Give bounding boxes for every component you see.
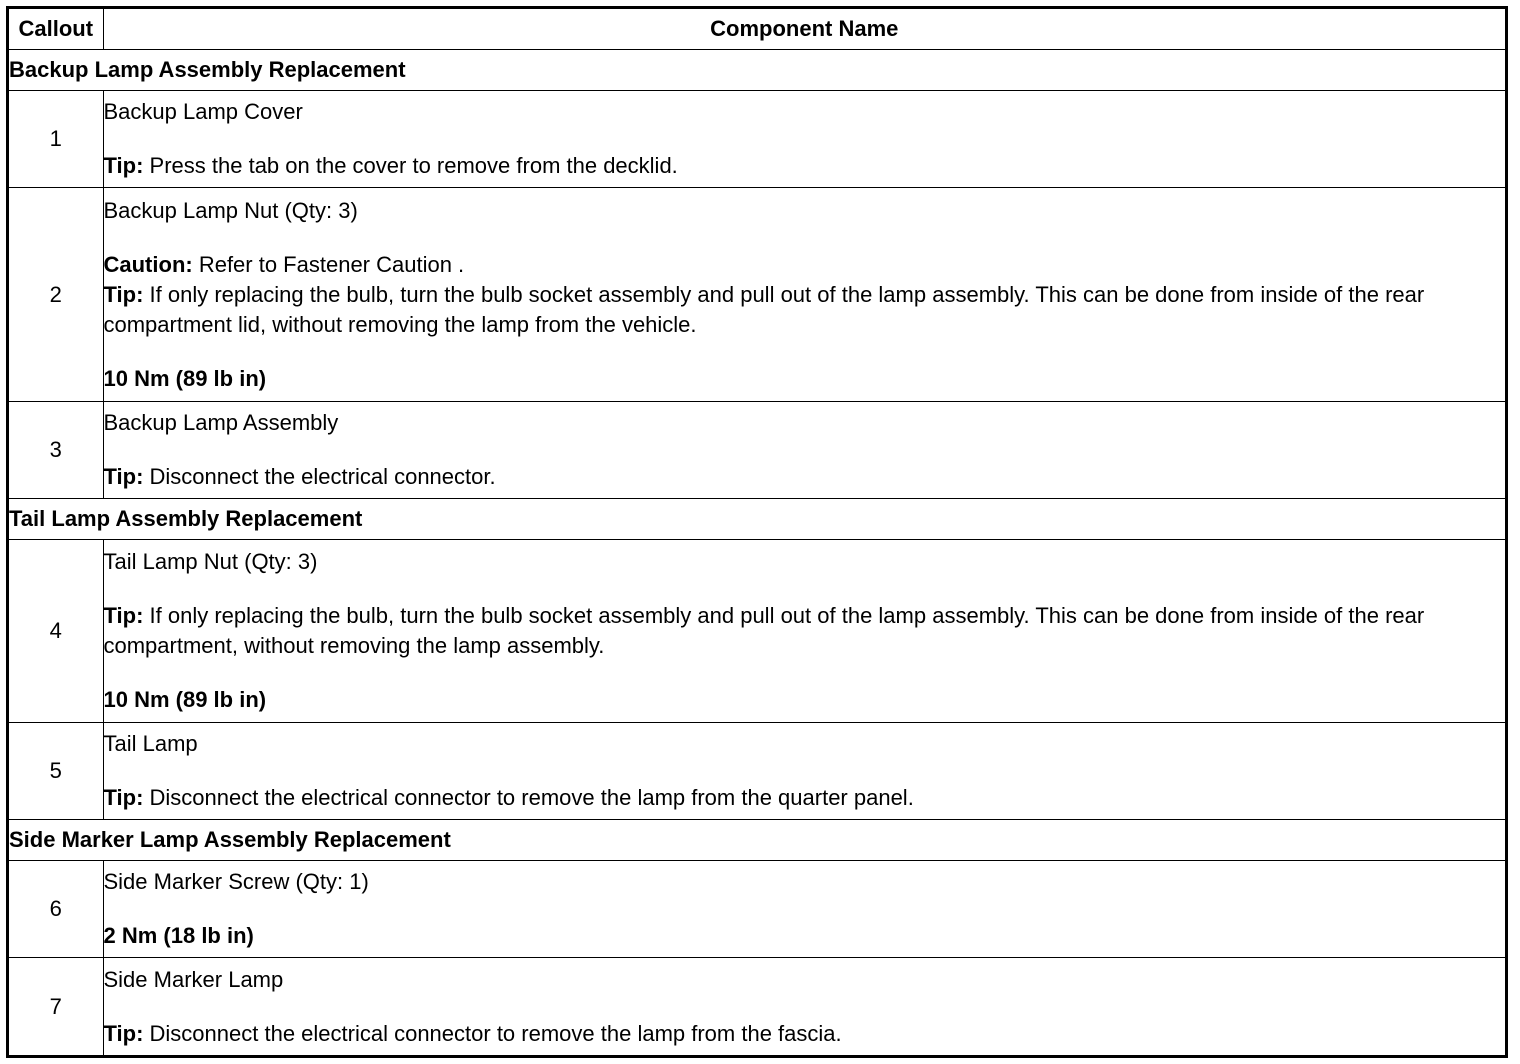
component-column-header: Component Name (103, 9, 1505, 50)
component-name: Backup Lamp Nut (Qty: 3) (103, 197, 358, 223)
component-cell (103, 91, 1505, 188)
section-row (9, 50, 1505, 91)
section-row (9, 499, 1505, 540)
tip-label: Tip: (103, 464, 144, 490)
caution-note (104, 250, 1506, 280)
tip-label: Tip: (103, 784, 144, 810)
table-row (9, 91, 1505, 188)
table-header-row (9, 9, 1505, 50)
tip-note (104, 1019, 1506, 1049)
table-row (9, 540, 1505, 722)
callout-number: 7 (9, 958, 103, 1055)
component-name: Tail Lamp Nut (Qty: 3) (103, 548, 318, 574)
callout-number: 6 (9, 860, 103, 957)
tip-note (104, 462, 1506, 492)
component-table (9, 9, 1505, 1055)
callout-number: 1 (9, 91, 103, 188)
component-cell (103, 958, 1505, 1055)
tip-note (104, 783, 1506, 813)
tip-label: Tip: (103, 153, 144, 179)
tip-note (104, 601, 1506, 661)
table-row (9, 401, 1505, 498)
caution-label: Caution: (103, 251, 193, 277)
callout-number: 5 (9, 722, 103, 819)
tip-note (104, 280, 1506, 340)
tip-text: If only replacing the bulb, turn the bulb socket assembly and pull out of the lamp assembly. This can be done from inside of the rear compartment lid, without removing the lamp from the vehicle. (103, 281, 1425, 337)
section-row (9, 819, 1505, 860)
tip-label: Tip: (103, 281, 144, 307)
torque-spec: 10 Nm (89 lb in) (103, 365, 267, 391)
section-title: Side Marker Lamp Assembly Replacement (9, 819, 1505, 860)
tip-text: Disconnect the electrical connector. (143, 464, 496, 490)
callout-number: 3 (9, 401, 103, 498)
torque-spec: 2 Nm (18 lb in) (103, 923, 254, 949)
component-name: Side Marker Lamp (103, 966, 284, 992)
component-name: Backup Lamp Assembly (103, 410, 339, 436)
table-row (9, 958, 1505, 1055)
callout-number: 4 (9, 540, 103, 722)
callout-column-header: Callout (9, 9, 103, 50)
section-title: Tail Lamp Assembly Replacement (9, 499, 1505, 540)
table-row (9, 722, 1505, 819)
caution-text: Refer to Fastener Caution . (192, 251, 465, 277)
section-title: Backup Lamp Assembly Replacement (9, 50, 1505, 91)
component-cell (103, 722, 1505, 819)
tip-text: If only replacing the bulb, turn the bulb socket assembly and pull out of the lamp assembly. This can be done from inside of the rear compartment, without removing the lamp assembly. (103, 602, 1425, 658)
tip-note (104, 151, 1506, 181)
tip-text: Disconnect the electrical connector to remove the lamp from the fascia. (143, 1020, 842, 1046)
component-cell (103, 540, 1505, 722)
torque-spec: 10 Nm (89 lb in) (103, 686, 267, 712)
table-row (9, 860, 1505, 957)
component-cell (103, 860, 1505, 957)
component-cell (103, 401, 1505, 498)
procedure-sheet (6, 6, 1508, 1058)
tip-label: Tip: (103, 1020, 144, 1046)
tip-text: Press the tab on the cover to remove from the decklid. (143, 153, 678, 179)
component-name: Backup Lamp Cover (103, 99, 303, 125)
tip-label: Tip: (103, 602, 144, 628)
component-name: Tail Lamp (103, 730, 198, 756)
component-cell (103, 188, 1505, 402)
component-name: Side Marker Screw (Qty: 1) (103, 869, 369, 895)
table-row (9, 188, 1505, 402)
tip-text: Disconnect the electrical connector to remove the lamp from the quarter panel. (143, 784, 914, 810)
callout-number: 2 (9, 188, 103, 402)
